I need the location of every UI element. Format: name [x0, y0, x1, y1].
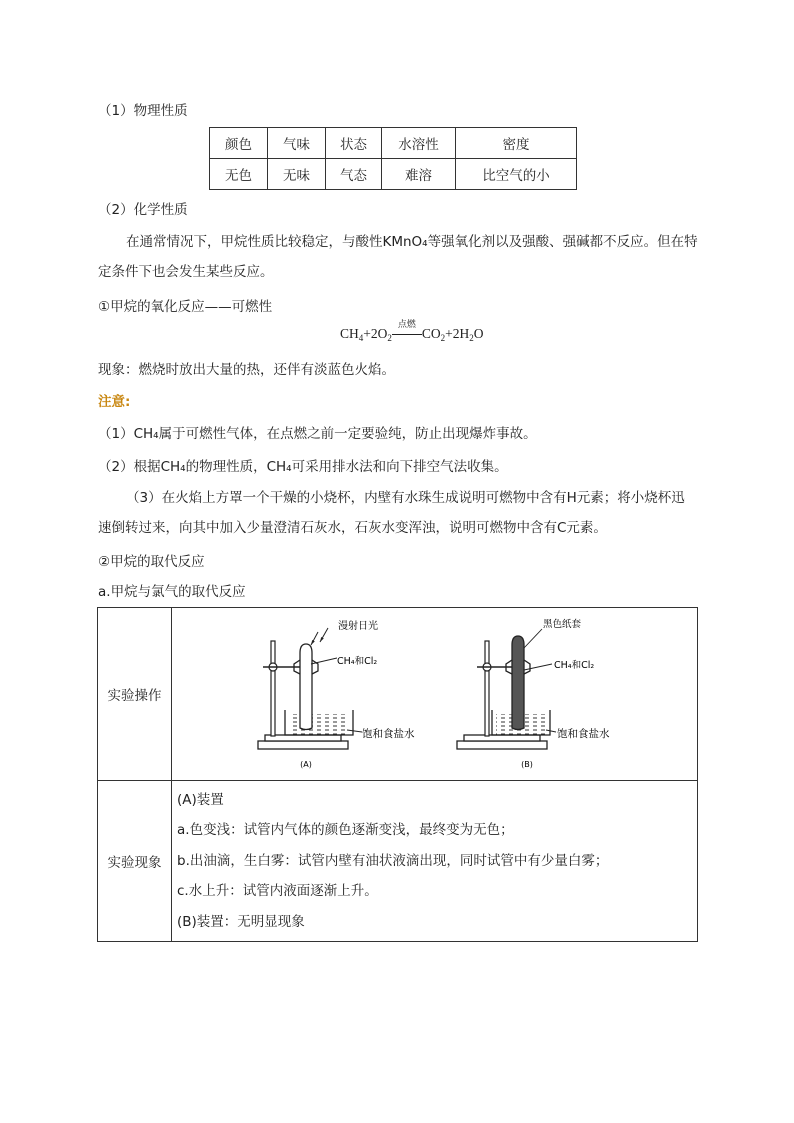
substitution-title: ②甲烷的取代反应 — [98, 554, 205, 570]
note-item: （2）根据CH₄的物理性质，CH₄可采用排水法和向下排空气法收集。 — [98, 459, 508, 475]
label-black-cover: 黑色纸套 — [543, 619, 582, 630]
substitution-subtitle: a.甲烷与氯气的取代反应 — [98, 584, 246, 600]
physical-properties-title: （1）物理性质 — [98, 103, 188, 119]
header-odor: 气味 — [268, 128, 326, 159]
apparatus-b — [457, 618, 610, 769]
label-brine-a: 饱和食盐水 — [362, 728, 415, 740]
physical-properties-table — [209, 127, 577, 190]
formula-sub: 4 — [358, 333, 364, 343]
observation-item: (B)装置：无明显现象 — [177, 913, 305, 930]
formula-sub: 2 — [469, 333, 474, 343]
table-row — [98, 781, 698, 942]
value-state: 气态 — [326, 159, 382, 190]
oxidation-title: ①甲烷的氧化反应——可燃性 — [98, 299, 273, 315]
note-title: 注意: — [98, 394, 131, 410]
header-density: 密度 — [456, 128, 577, 159]
apparatus-diagram-cell — [172, 608, 698, 781]
formula-sub: 2 — [440, 333, 446, 343]
formula-ch: CH — [340, 326, 359, 341]
value-density: 比空气的小 — [456, 159, 577, 190]
apparatus-a — [258, 619, 415, 769]
formula-o2: +2O — [363, 326, 388, 341]
reaction-arrow — [392, 319, 422, 342]
observation-item: c.水上升：试管内液面逐渐上升。 — [177, 883, 378, 900]
formula-o: O — [473, 326, 484, 341]
note-item: （1）CH₄属于可燃性气体，在点燃之前一定要验纯，防止出现爆炸事故。 — [98, 426, 537, 442]
table-row — [98, 608, 698, 781]
observation-item: a.色变浅：试管内气体的颜色逐渐变浅，最终变为无色； — [177, 822, 514, 839]
observation-item: (A)装置 — [177, 791, 224, 808]
label-brine-b: 饱和食盐水 — [557, 728, 610, 740]
header-solubility: 水溶性 — [382, 128, 456, 159]
value-color: 无色 — [210, 159, 268, 190]
table-row — [210, 128, 577, 159]
combustion-equation — [340, 319, 484, 343]
operation-label: 实验操作 — [98, 608, 172, 781]
reaction-condition: 点燃 — [397, 319, 416, 329]
note-item: （3）在火焰上方罩一个干燥的小烧杯，内壁有水珠生成说明可燃物中含有H元素；将小烧杯迅速倒转过来，向其中加入少量澄清石灰水，石灰水变浑浊，说明可燃物中含有C元素。 — [98, 490, 685, 536]
label-diffuse-sunlight: 漫射日光 — [338, 621, 378, 632]
value-solubility: 难溶 — [382, 159, 456, 190]
label-b: (B) — [521, 760, 533, 769]
header-color: 颜色 — [210, 128, 268, 159]
phenomenon-text: 现象：燃烧时放出大量的热，还伴有淡蓝色火焰。 — [98, 362, 395, 378]
header-state: 状态 — [326, 128, 382, 159]
table-row — [210, 159, 577, 190]
value-odor: 无味 — [268, 159, 326, 190]
label-gas-b: CH₄和Cl₂ — [554, 660, 595, 671]
apparatus-diagram — [172, 608, 697, 776]
intro-paragraph: 在通常情况下，甲烷性质比较稳定，与酸性KMnO₄等强氧化剂以及强酸、强碱都不反应。但在特定条件下也会发生某些反应。 — [98, 234, 698, 280]
observation-cell — [172, 781, 698, 942]
label-a: (A) — [300, 760, 312, 769]
observation-label: 实验现象 — [98, 781, 172, 942]
experiment-table — [97, 607, 698, 942]
label-gas-a: CH₄和Cl₂ — [337, 656, 378, 667]
observation-item: b.出油滴，生白雾：试管内壁有油状液滴出现，同时试管中有少量白雾； — [177, 852, 609, 869]
formula-h2o: +2H — [445, 326, 470, 341]
chemical-properties-title: （2）化学性质 — [98, 202, 188, 218]
formula-sub: 2 — [387, 333, 392, 343]
formula-co: CO — [421, 326, 441, 341]
